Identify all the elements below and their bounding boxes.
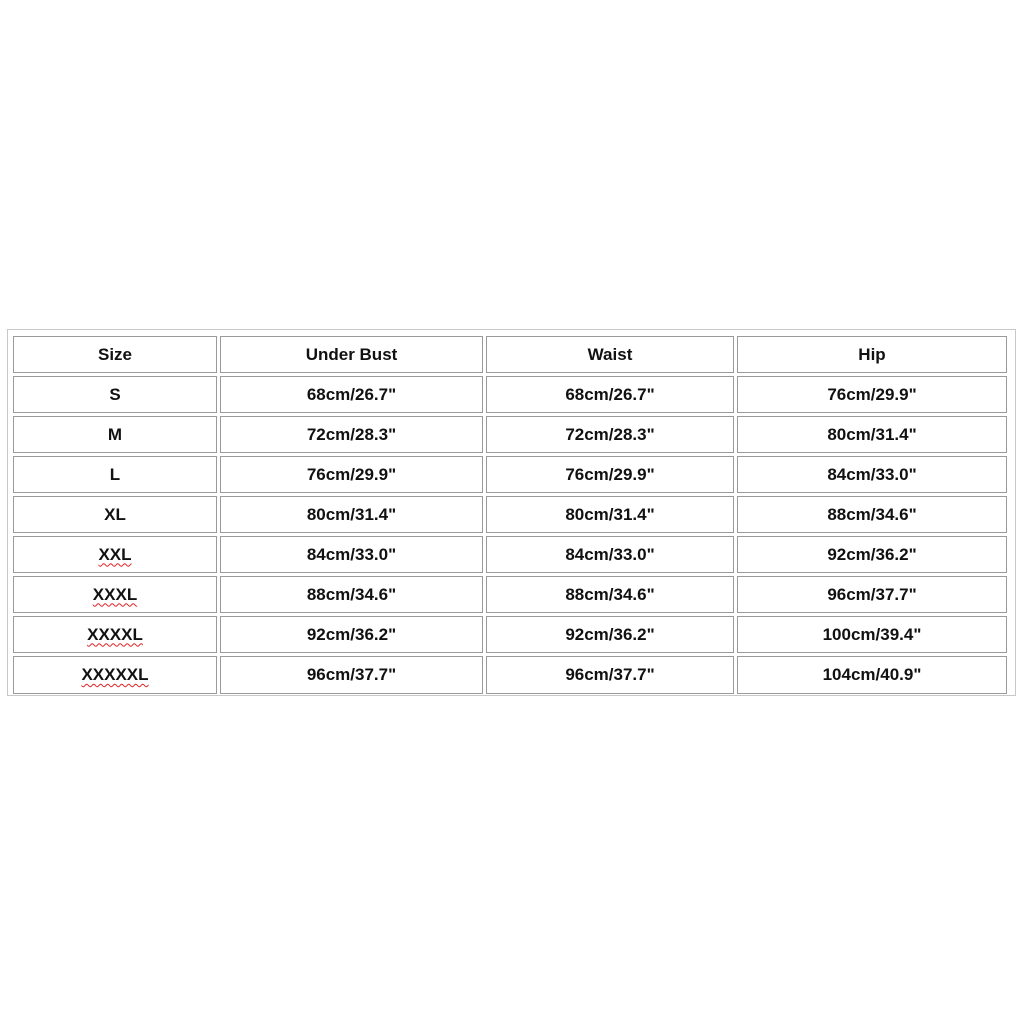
- size-cell: [13, 376, 217, 413]
- header-waist: Waist: [486, 336, 734, 373]
- waist-cell: 76cm/29.9": [486, 456, 734, 493]
- waist-cell: 84cm/33.0": [486, 536, 734, 573]
- hip-cell: 96cm/37.7": [737, 576, 1007, 613]
- table-row: [13, 416, 1007, 453]
- size-cell: [13, 656, 217, 694]
- waist-cell: 92cm/36.2": [486, 616, 734, 653]
- header-hip: Hip: [737, 336, 1007, 373]
- hip-cell: 80cm/31.4": [737, 416, 1007, 453]
- size-cell: [13, 496, 217, 533]
- table-row: [13, 536, 1007, 573]
- under-bust-cell: 84cm/33.0": [220, 536, 483, 573]
- hip-cell: 104cm/40.9": [737, 656, 1007, 694]
- size-label: M: [107, 424, 123, 444]
- header-under-bust: Under Bust: [220, 336, 483, 373]
- under-bust-cell: 68cm/26.7": [220, 376, 483, 413]
- size-label: L: [109, 464, 121, 484]
- hip-cell: 92cm/36.2": [737, 536, 1007, 573]
- hip-cell: 100cm/39.4": [737, 616, 1007, 653]
- hip-cell: 88cm/34.6": [737, 496, 1007, 533]
- under-bust-cell: 72cm/28.3": [220, 416, 483, 453]
- table-row: [13, 576, 1007, 613]
- header-row: [13, 336, 1007, 373]
- size-label: XL: [104, 504, 126, 524]
- size-label: XXXXL: [87, 624, 143, 644]
- under-bust-cell: 92cm/36.2": [220, 616, 483, 653]
- hip-cell: 84cm/33.0": [737, 456, 1007, 493]
- size-cell: [13, 616, 217, 653]
- under-bust-cell: 88cm/34.6": [220, 576, 483, 613]
- waist-cell: 72cm/28.3": [486, 416, 734, 453]
- size-label: XXXXXL: [81, 665, 149, 684]
- size-chart-table: [10, 333, 1010, 697]
- hip-cell: 76cm/29.9": [737, 376, 1007, 413]
- table-row: [13, 496, 1007, 533]
- table-row: [13, 616, 1007, 653]
- size-label: XXXL: [92, 584, 138, 604]
- table-row: [13, 656, 1007, 694]
- size-label: XXL: [98, 544, 132, 564]
- table-row: [13, 376, 1007, 413]
- under-bust-cell: 96cm/37.7": [220, 656, 483, 694]
- table-row: [13, 456, 1007, 493]
- size-cell: [13, 576, 217, 613]
- waist-cell: 88cm/34.6": [486, 576, 734, 613]
- under-bust-cell: 80cm/31.4": [220, 496, 483, 533]
- size-chart-frame: [7, 329, 1016, 696]
- size-cell: [13, 416, 217, 453]
- waist-cell: 96cm/37.7": [486, 656, 734, 694]
- size-cell: [13, 456, 217, 493]
- header-size: Size: [13, 336, 217, 373]
- waist-cell: 68cm/26.7": [486, 376, 734, 413]
- under-bust-cell: 76cm/29.9": [220, 456, 483, 493]
- size-label: S: [109, 384, 121, 404]
- size-cell: [13, 536, 217, 573]
- waist-cell: 80cm/31.4": [486, 496, 734, 533]
